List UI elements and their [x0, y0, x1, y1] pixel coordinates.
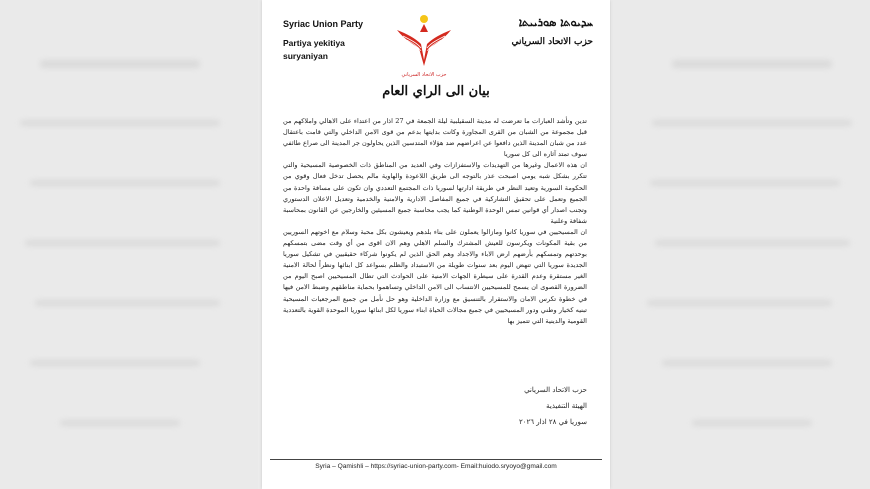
signoff-date: سوريا في ٢٨ اذار ٢٠٢٦: [519, 418, 587, 426]
signature-block: [387, 382, 587, 430]
party-logo: [393, 10, 455, 72]
header-latin: [283, 19, 393, 63]
header-arabic: [483, 16, 593, 47]
footer-contact: Syria – Qamishli – https://syriac-union-party.com- Email:huiodo.sryoyo@gmail.com: [315, 463, 557, 470]
logo-caption: حزب الاتحاد السرياني: [401, 72, 447, 78]
blurred-background-left: [0, 0, 258, 489]
statement-body: [283, 116, 587, 327]
paragraph: ان المسيحيين في سوريا كانوا ومازالوا يعملون على بناء بلدهم ويعيشون بكل محبة وسلام مع اخوتهم السوريين من بقية المكونات ويكرسون للعيش المشترك والسلم الاهلي وهم الان اقوى من أي وقت مضى بتمسكهم بوحدتهم وتمسكهم بأرضهم ارض الاباء والاجداد وهم الحق الذين لم يكونوا شركاء حقيقيين في تشكيل سوريا الجديدة سوريا التي تنهض اليوم بعد سنوات طويلة من الاستبداد والظلم بسواعد كل ابنائها ونظراً لحالة الامنية الغير مستقرة وعدم القدرة على سيطرة الجهات الامنية على الحوادث التي تطال المسيحيين اصبح اليوم من الضرورة القصوى ان يسمح للمسيحيين الانتساب الى الامن الداخلي وتساهموا بحماية مناطقهم وضبط الامن فيها في خطوة تكرس الامان والاستقرار بالتنسيق مع وزارة الداخلية وهو حل نأمل من جميع المرجعيات المسيحية تبنيه كخيار وطني ودور المسيحيين في جميع مجالات الحياة ابناء سوريا لكل ابنائها سوريا الموحدة القوية بالتعددية القومية والدينية التي تتميز بها: [283, 227, 587, 325]
party-name-syriac: ܚܕܝܘܬܐ ܣܘܪܝܝܬܐ: [518, 16, 593, 29]
statement-document: [262, 0, 610, 489]
party-name-english: Syriac Union Party: [283, 19, 364, 29]
footer-divider: [270, 459, 602, 460]
signoff-party: حزب الاتحاد السرياني: [524, 386, 587, 394]
party-name-kurdish: Partiya yekitiya suryaniyan: [283, 38, 345, 61]
paragraph: تدين وتأشد العبارات ما تعرضت له مدينة السقيلبية ليلة الجمعة في 27 اذار من اعتداء على الاهالي واملاكهم من قبل مجموعة من الشبان من القرى المجاورة وكانت بدايتها بدعم من قوى الامن الداخلي والتي قامت باعتقال عدد من شبان المدينة الذين دافعوا عن اعراضهم ضد هؤلاء المتدسين الذين يحاولون جر المدينة الى صراع طائفي سوف تمتد آثاره الى كل سوريا: [283, 117, 587, 159]
blurred-background-right: [612, 0, 870, 489]
document-title: بيان الى الراي العام: [382, 84, 490, 99]
party-name-arabic: حزب الاتحاد السرياني: [511, 37, 593, 47]
paragraph: ان هذه الاعمال وغيرها من التهديدات والاستفزازات وفي العديد من المناطق ذات الخصوصية المسيحية والتي تتكرر بشكل شبه يومي اصبحت عذر بالتوجه الى طريق اللاعودة والهاوية مالم يحصل تدخل فعال وقوي من الحكومة السورية وتعيد النظر في طريقة ادارتها لسوريا ذات المجتمع التعددي وان تكون على مسافة واحدة من الجميع وتعمل على تحقيق التشاركية في جميع المفاصل الادارية والامنية والخدمية وتعديل الاعلان الدستوري وتجنب اصدار أي قوانين تمس الوحدة الوطنية كما يجب محاسبة جميع المسيئين والخارجين عن القانون بمحاسبة شفافة وعلنية: [283, 161, 587, 225]
signoff-body: الهيئة التنفيذية: [546, 402, 587, 410]
